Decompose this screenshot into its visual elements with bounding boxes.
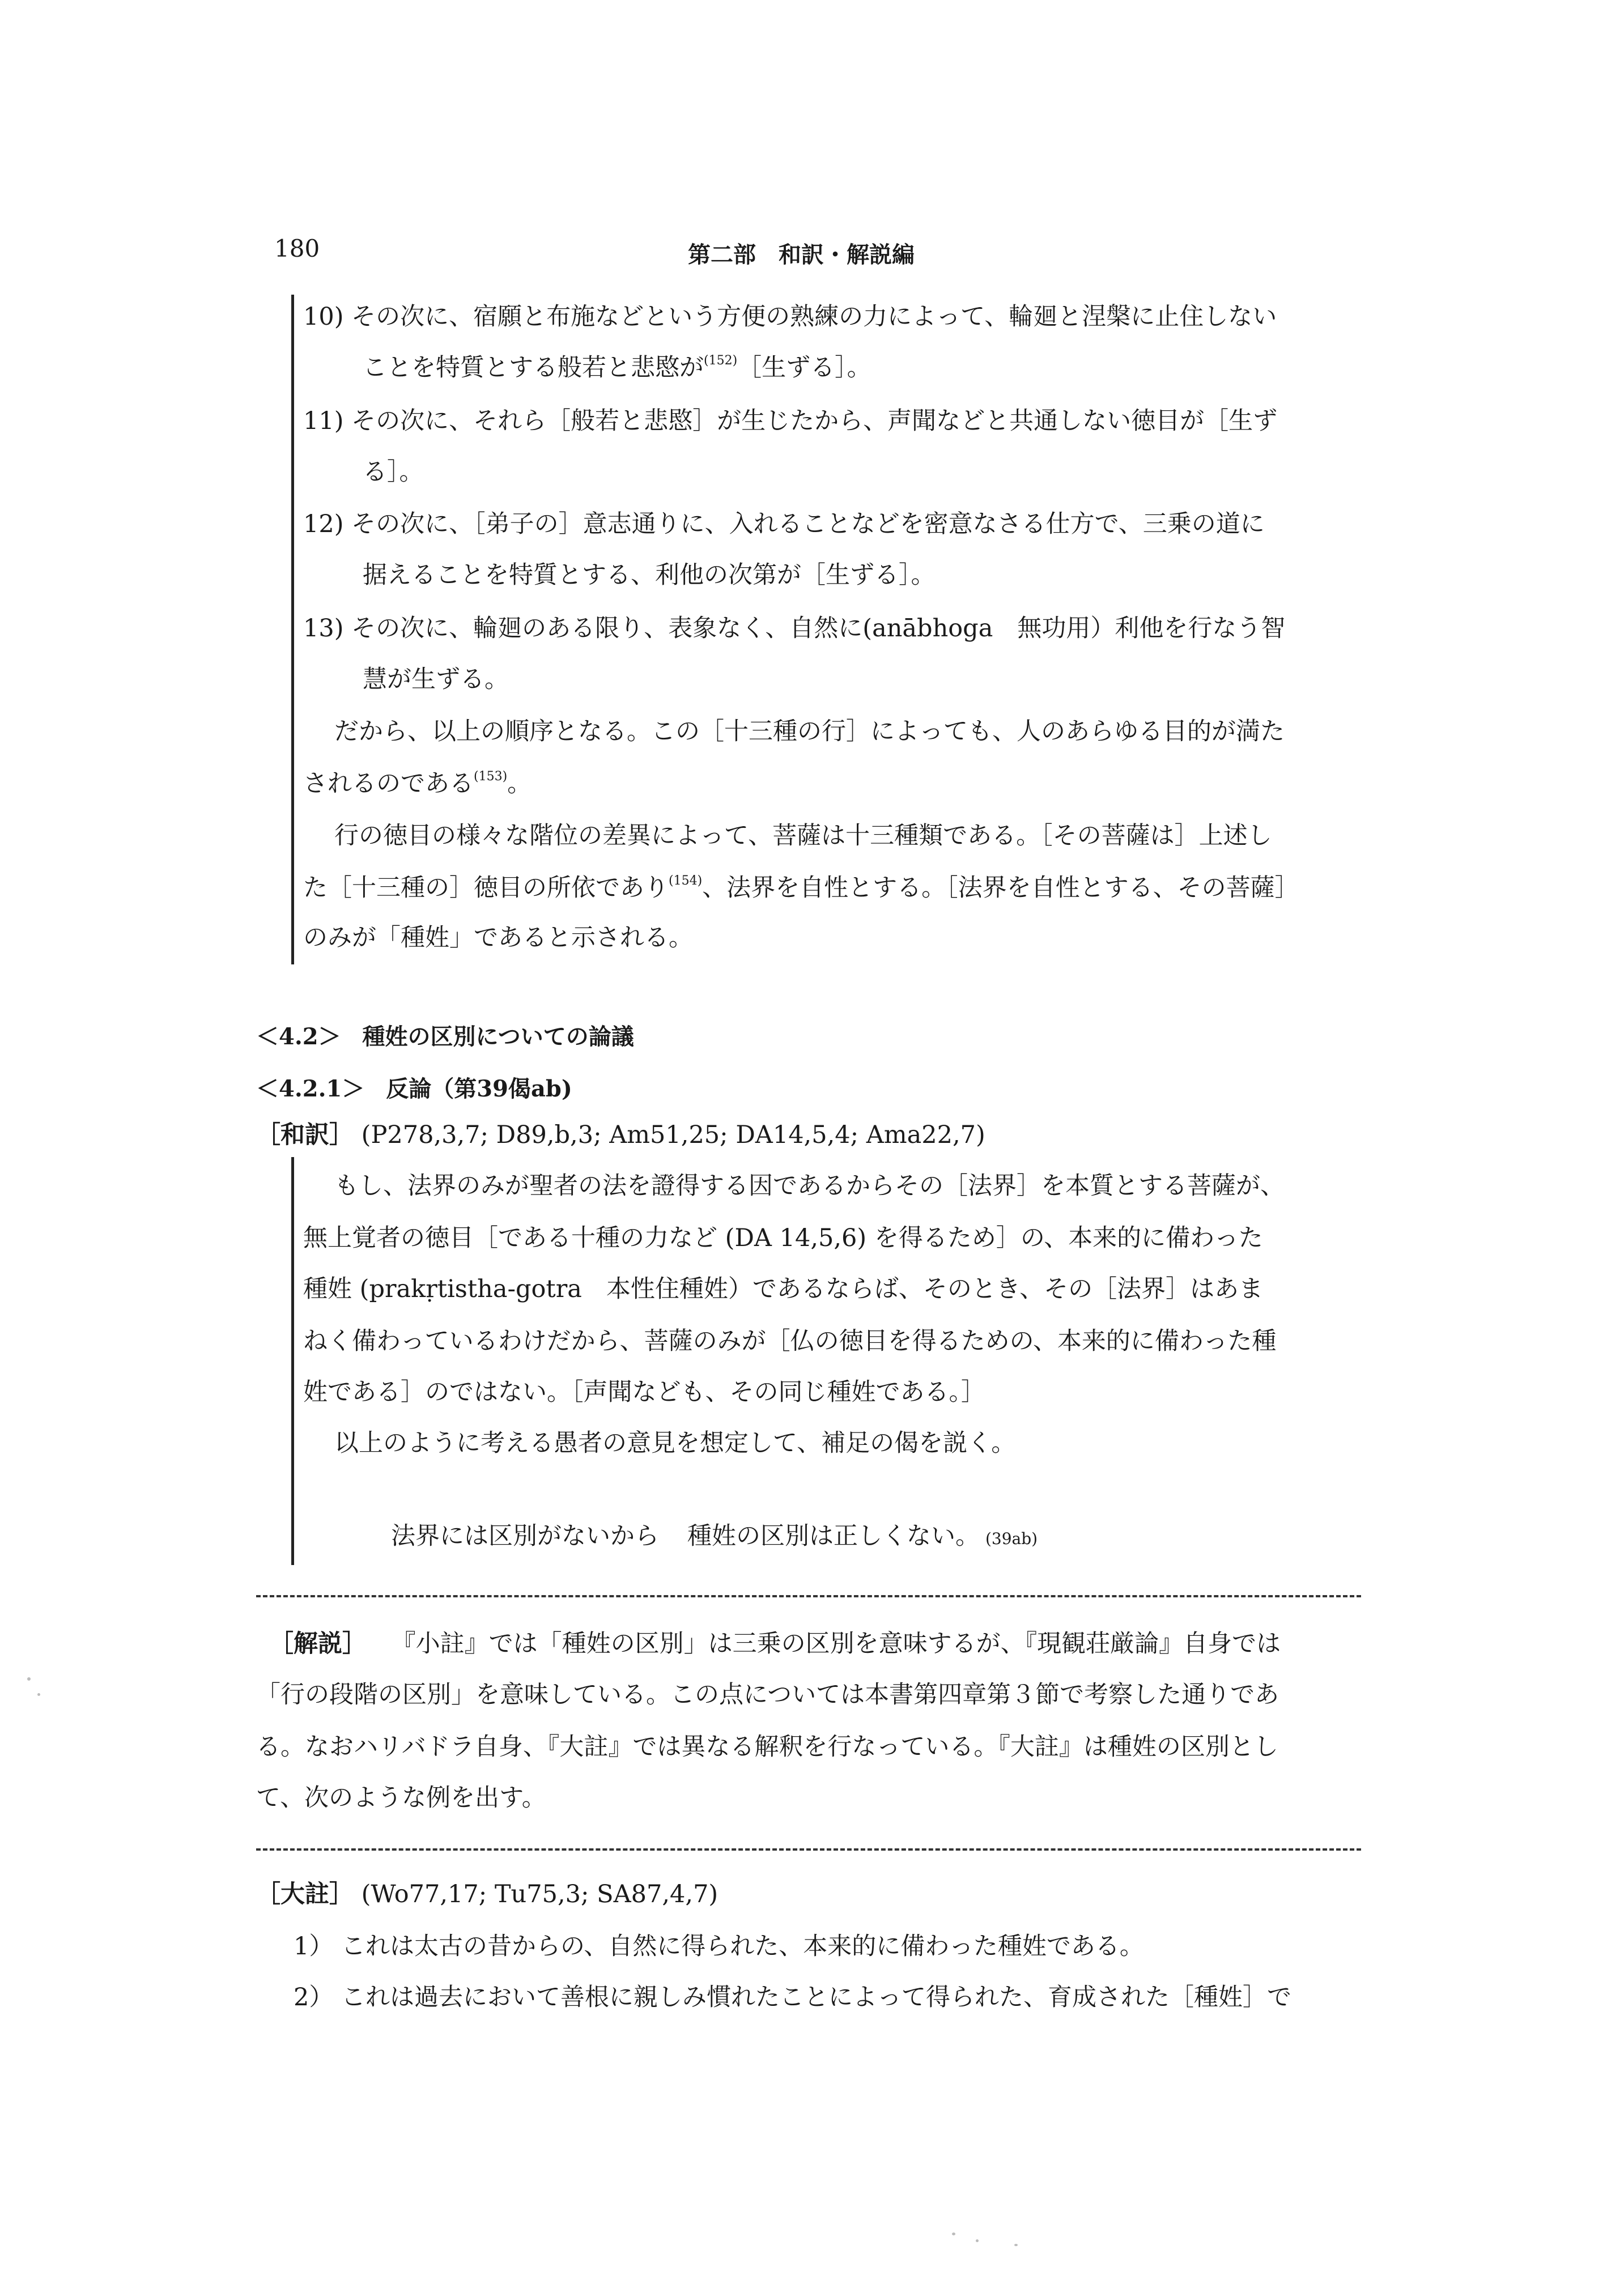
paragraph-text: 。: [507, 769, 532, 798]
section-heading-4-2: [256, 1019, 634, 1051]
wayaku-line: 姓である］のではない。［声聞なども、その同じ種姓である。］: [303, 1378, 985, 1406]
daichu-item-1: [294, 1934, 1144, 1959]
list-item-11: [303, 409, 1277, 433]
item-text: ［生ずる］。: [737, 354, 871, 382]
list-item-11-cont: る］。: [363, 458, 424, 486]
daichu-heading: [256, 1882, 718, 1907]
kaisetsu-text: 『小註』では「種姓の区別」は三乗の区別を意味するが、『現観荘厳論』自身では: [391, 1630, 1281, 1658]
verse-text: 法界には区別がないから: [391, 1522, 659, 1550]
item-number: 13): [303, 614, 344, 643]
scan-speck: [37, 1693, 40, 1696]
wayaku-refs: (P278,3,7; D89,b,3; Am51,25; DA14,5,4; Ama22,7): [361, 1121, 985, 1149]
item-text: その次に、それら［般若と悲愍］が生じたから、声聞などと共通しない徳目が［生ず: [351, 407, 1278, 435]
item-text: ことを特質とする般若と悲愍が: [363, 354, 704, 382]
kaisetsu-label: ［解説］: [269, 1630, 367, 1658]
wayaku-line: 種姓 (prakṛtistha-gotra 本性住種姓）であるならば、そのとき、その［法界］はあま: [303, 1275, 1264, 1303]
kaisetsu-line: [269, 1632, 1281, 1656]
section-number: ＜4.2＞: [256, 1023, 341, 1050]
verse-39ab: [391, 1524, 1038, 1549]
verse-text: 種姓の区別は正しくない。: [687, 1522, 980, 1550]
translation-margin-bar: [291, 295, 294, 964]
wayaku-heading: [256, 1123, 985, 1147]
wayaku-line: もし、法界のみが聖者の法を證得する因であるからその［法界］を本質とする菩薩が、: [334, 1172, 1285, 1200]
item-text: これは太古の昔からの、自然に得られた、本来的に備わった種姓である。: [341, 1932, 1144, 1961]
translation-margin-bar: [291, 1157, 294, 1565]
item-number: 11): [303, 407, 344, 435]
wayaku-line: 以上のように考える愚者の意見を想定して、補足の偈を説く。: [334, 1429, 1016, 1457]
scan-speck: [976, 2239, 979, 2242]
scan-speck: [27, 1677, 31, 1681]
section-heading-4-2-1: [256, 1071, 572, 1103]
list-item-10: [303, 305, 1277, 329]
daichu-item-2: [294, 1985, 1291, 2010]
kaisetsu-line: 「行の段階の区別」を意味している。この点については本書第四章第３節で考察した通りであ: [256, 1681, 1279, 1709]
wayaku-line: ねく備わっているわけだから、菩薩のみが［仏の徳目を得るための、本来的に備わった種: [303, 1327, 1277, 1355]
section-title: 種姓の区別についての論議: [362, 1023, 634, 1050]
list-item-13-cont: 慧が生ずる。: [363, 665, 509, 694]
paragraph-text: 、法界を自性とする。［法界を自性とする、その菩薩］: [702, 874, 1299, 902]
paragraph-text: されるのである: [303, 769, 474, 798]
section-number: ＜4.2.1＞: [256, 1075, 365, 1102]
list-item-13: [303, 616, 1285, 641]
kaisetsu-line: て、次のような例を出す。: [256, 1784, 546, 1812]
item-text: その次に、輪廻のある限り、表象なく、自然に(anābhoga 無功用）利他を行なう智: [351, 614, 1286, 643]
page-number: 180: [274, 235, 320, 262]
paragraph-1-line: [303, 771, 532, 796]
paragraph-1-line: だから、以上の順序となる。この［十三種の行］によっても、人のあらゆる目的が満た: [334, 717, 1285, 746]
verse-ref: (39ab): [985, 1529, 1038, 1548]
paragraph-2-line: 行の徳目の様々な階位の差異によって、菩薩は十三種類である。［その菩薩は］上述し: [334, 822, 1272, 850]
running-title: 第二部 和訳・解説編: [688, 241, 915, 268]
scan-speck: [952, 2233, 955, 2235]
list-item-10-cont: [363, 355, 871, 380]
wayaku-line: 無上覚者の徳目［である十種の力など (DA 14,5,6) を得るため］の、本来的に備わった: [303, 1224, 1263, 1252]
paragraph-2-line: [303, 875, 1299, 900]
footnote-ref: (154): [669, 874, 703, 888]
item-number: 2）: [294, 1983, 334, 2012]
item-text: その次に、宿願と布施などという方便の熟練の力によって、輪廻と涅槃に止住しない: [351, 303, 1277, 331]
list-item-12: [303, 512, 1265, 537]
list-item-12-cont: 据えることを特質とする、利他の次第が［生ずる］。: [363, 561, 936, 589]
daichu-refs: (Wo77,17; Tu75,3; SA87,4,7): [361, 1880, 719, 1908]
dashed-separator: [256, 1595, 1361, 1597]
item-text: これは過去において善根に親しみ慣れたことによって得られた、育成された［種姓］で: [341, 1983, 1292, 2012]
scan-speck: [1014, 2244, 1018, 2246]
kaisetsu-line: る。なおハリバドラ自身、『大註』では異なる解釈を行なっている。『大註』は種姓の区別とし: [256, 1733, 1278, 1761]
paragraph-text: た［十三種の］徳目の所依であり: [303, 874, 669, 902]
dashed-separator: [256, 1848, 1361, 1851]
item-text: その次に、［弟子の］意志通りに、入れることなどを密意なさる仕方で、三乗の道に: [351, 510, 1265, 538]
section-title: 反論（第39偈ab): [386, 1075, 572, 1102]
wayaku-label: ［和訳］: [256, 1121, 354, 1149]
footnote-ref: (153): [474, 769, 508, 784]
item-number: 10): [303, 303, 344, 331]
item-number: 1）: [294, 1932, 334, 1961]
paragraph-2-line: のみが「種姓」であると示される。: [303, 924, 693, 952]
daichu-label: ［大註］: [256, 1880, 354, 1908]
footnote-ref: (152): [704, 354, 738, 368]
item-number: 12): [303, 510, 344, 538]
